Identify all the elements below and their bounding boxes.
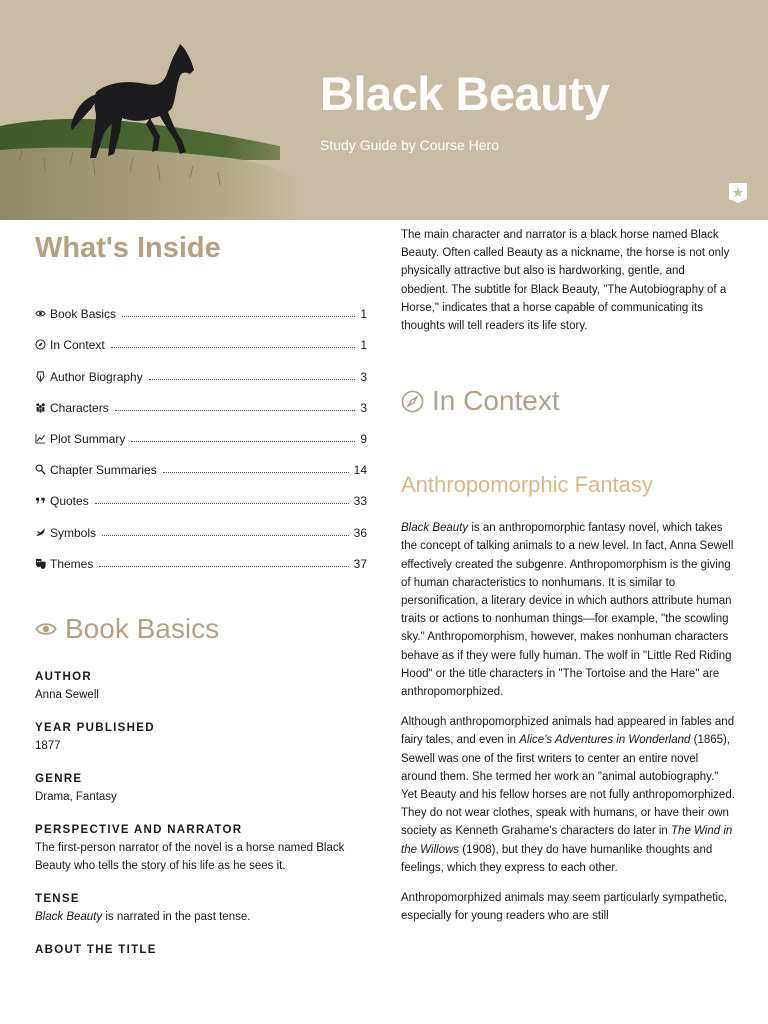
tense-value	[35, 908, 367, 926]
toc-label: In Context	[50, 338, 105, 353]
in-context-title: In Context	[432, 385, 560, 417]
table-of-contents	[35, 290, 367, 571]
toc-page-number: 3	[360, 369, 367, 384]
masks-icon	[35, 558, 46, 569]
toc-page-number: 1	[360, 338, 367, 353]
alice-title-italic: Alice's Adventures in Wonderland	[519, 734, 691, 747]
toc-leader	[102, 535, 349, 536]
toc-label: Plot Summary	[50, 431, 126, 446]
toc-leader	[163, 472, 349, 473]
toc-page-number: 36	[353, 525, 367, 540]
course-hero-logo	[728, 182, 748, 204]
paragraph-text: Although anthropomorphized animals had appeared in fables and fairy tales, and even in	[401, 716, 735, 747]
toc-item-quotes[interactable]	[35, 477, 367, 508]
pen-nib-icon	[35, 371, 46, 382]
document-title: Black Beauty	[320, 67, 610, 120]
toc-page-number: 1	[360, 307, 367, 322]
paragraph-text: is an anthropomorphic fantasy novel, which takes the concept of talking animals to a new level. In fact, Anna Sewell effectively created the subgenre. Anthropomorphism is the giving of human characteristics to nonhumans. It is similar to personification, a literary device in which authors attribute human traits or actions to nonhuman things—for example, "the scowling sky." Anthropomorphism, however, makes nonhuman characters behave as if they were fully human. The wolf in "Little Red Riding Hood" or the title characters in "The Tortoise and the Hare" are anthropomorphized.	[401, 522, 734, 699]
genre-value: Drama, Fantasy	[35, 790, 117, 803]
intro-paragraph: The main character and narrator is a black horse named Black Beauty. Often called Beauty as a nickname, the horse is not only physically attractive but also is hardworking, gentle, and obedient. The subtitle for Black Beauty, "The Autobiography of a Horse," indicates that a horse capable of communicating its thoughts will tell readers its life story.	[401, 229, 730, 333]
magnifier-icon	[35, 464, 46, 475]
author-label: AUTHOR	[35, 670, 92, 683]
toc-label: Quotes	[50, 494, 89, 509]
genre-label: GENRE	[35, 772, 83, 785]
people-icon	[35, 402, 46, 413]
book-basics-heading	[35, 609, 367, 649]
toc-label: Author Biography	[50, 369, 143, 384]
tense-text: is narrated in the past tense.	[102, 910, 251, 923]
anthropomorphic-fantasy-heading: Anthropomorphic Fantasy	[401, 472, 653, 498]
horse-illustration	[0, 0, 300, 220]
line-chart-icon	[35, 433, 46, 444]
toc-label: Characters	[50, 400, 109, 415]
document-subtitle: Study Guide by Course Hero	[320, 137, 499, 153]
toc-item-author-biography[interactable]	[35, 352, 367, 383]
eye-icon	[35, 308, 46, 319]
perspective-value: The first-person narrator of the novel is a horse named Black Beauty who tells the story of his life as he sees it.	[35, 841, 345, 872]
about-title-label: ABOUT THE TITLE	[35, 943, 157, 956]
body-paragraph-2	[401, 713, 735, 877]
toc-page-number: 37	[353, 556, 367, 571]
toc-item-plot-summary[interactable]	[35, 415, 367, 446]
toc-leader	[99, 566, 348, 567]
willows-title-italic: The Wind in the Willows	[401, 825, 733, 856]
quote-icon	[35, 495, 46, 506]
body-paragraph-3: Anthropomorphized animals may seem particularly sympathetic, especially for young readers who are still	[401, 892, 727, 923]
header-banner	[0, 0, 768, 220]
author-value: Anna Sewell	[35, 688, 99, 701]
book-title-italic: Black Beauty	[35, 910, 103, 923]
toc-item-in-context[interactable]	[35, 321, 367, 352]
toc-item-themes[interactable]	[35, 540, 367, 571]
toc-item-chapter-summaries[interactable]	[35, 446, 367, 477]
year-label: YEAR PUBLISHED	[35, 721, 155, 734]
toc-page-number: 9	[360, 431, 367, 446]
toc-item-book-basics[interactable]	[35, 290, 367, 321]
toc-page-number: 33	[353, 494, 367, 509]
paragraph-text: (1908), but they do have humanlike thoughts and feelings, which they express to each other.	[401, 843, 713, 874]
compass-icon	[35, 339, 46, 350]
toc-leader	[95, 503, 349, 504]
compass-icon	[401, 390, 424, 413]
eye-icon	[35, 618, 57, 640]
toc-page-number: 14	[353, 463, 367, 478]
toc-label: Chapter Summaries	[50, 463, 157, 478]
book-title-italic: Black Beauty	[401, 522, 469, 535]
toc-label: Themes	[50, 556, 94, 571]
paragraph-text: (1865), Sewell was one of the first writers to center an entire novel around them. She termed her work an "animal autobiography." Yet Beauty and his fellow horses are not fully anthropomorphized. They do not wear clothes, speak with humans, or have their own society as Kenneth Grahame's characters do later in	[401, 734, 735, 838]
toc-page-number: 3	[360, 400, 367, 415]
toc-item-characters[interactable]	[35, 384, 367, 415]
toc-label: Book Basics	[50, 307, 117, 322]
toc-leader	[115, 410, 356, 411]
right-column	[401, 226, 735, 925]
in-context-heading	[401, 379, 735, 423]
bird-icon	[35, 527, 46, 538]
year-value: 1877	[35, 739, 61, 752]
toc-heading: What's Inside	[35, 232, 221, 264]
body-paragraph-1	[401, 519, 735, 701]
tense-label: TENSE	[35, 892, 80, 905]
toc-leader	[131, 441, 355, 442]
book-basics-title: Book Basics	[65, 612, 220, 644]
toc-item-symbols[interactable]	[35, 508, 367, 539]
left-column	[35, 228, 367, 956]
perspective-label: PERSPECTIVE AND NARRATOR	[35, 823, 243, 836]
toc-label: Symbols	[50, 525, 97, 540]
toc-leader	[111, 347, 356, 348]
toc-leader	[122, 316, 355, 317]
toc-leader	[149, 379, 356, 380]
